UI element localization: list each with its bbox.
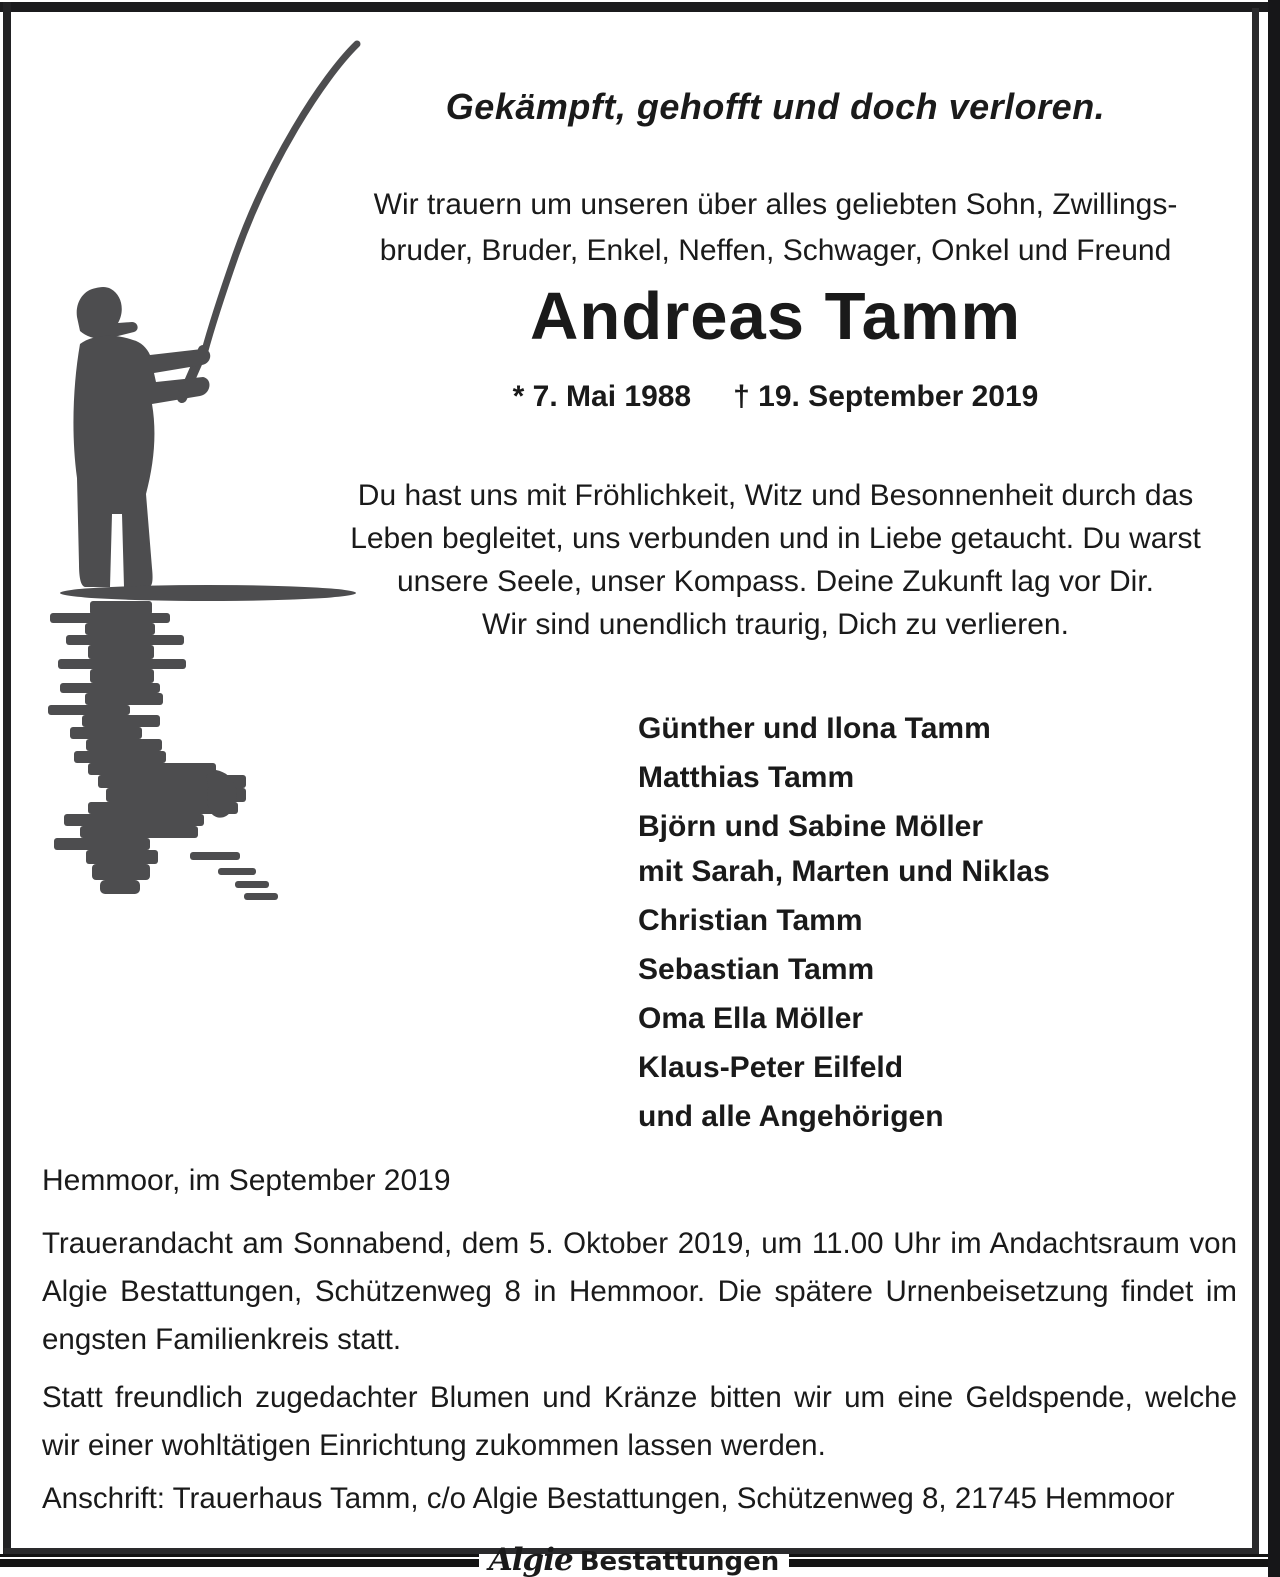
service-info: Trauerandacht am Sonnabend, dem 5. Oktober 2019, um 11.00 Uhr im Andachtsraum von Algie Bestattungen, Schützenweg 8 in Hemmoor. Die spätere Urnenbeisetzung findet im engsten Familienkreis statt.: [42, 1227, 1237, 1356]
mourner-name: Günther und Ilona Tamm: [638, 712, 991, 745]
mourner-entry: [638, 947, 1050, 992]
intro-text: [308, 182, 1243, 274]
frame-top-border: [0, 2, 1280, 12]
mourner-name: Björn und Sabine Möller: [638, 810, 984, 843]
fisherman-silhouette-icon: [30, 32, 375, 912]
frame-right-border: [1252, 8, 1259, 1555]
memorial-line-4: Wir sind unendlich traurig, Dich zu verlieren.: [482, 608, 1069, 641]
mourner-name: Oma Ella Möller: [638, 1002, 864, 1035]
frame-left-border: [3, 2, 11, 1561]
mourner-name: und alle Angehörigen: [638, 1100, 944, 1133]
memorial-line-3: unsere Seele, unser Kompass. Deine Zukunft lag vor Dir.: [396, 565, 1155, 598]
funeral-home-name-script: Algie: [488, 1542, 573, 1577]
funeral-home-name: [479, 1542, 790, 1577]
mourner-entry: [638, 1094, 1050, 1139]
mourner-name: Klaus-Peter Eilfeld: [638, 1051, 904, 1084]
intro-line-2: bruder, Bruder, Enkel, Neffen, Schwager, Onkel und Freund: [379, 234, 1172, 267]
mourner-name-secondary: mit Sarah, Marten und Niklas: [638, 855, 1050, 888]
life-dates: [308, 380, 1243, 414]
opening-quote: Gekämpft, gehofft und doch verloren.: [445, 86, 1106, 127]
death-date: † 19. September 2019: [733, 380, 1039, 413]
intro-line-1: Wir trauern um unseren über alles geliebten Sohn, Zwillings-: [373, 188, 1178, 221]
memorial-text: [308, 474, 1243, 646]
deceased-name: Andreas Tamm: [529, 279, 1022, 354]
birth-date: * 7. Mai 1988: [512, 380, 692, 413]
logo-rule-right: [789, 1554, 1268, 1567]
mourner-name: Christian Tamm: [638, 904, 863, 937]
mailing-address: Anschrift: Trauerhaus Tamm, c/o Algie Bestattungen, Schützenweg 8, 21745 Hemmoor: [42, 1482, 1175, 1515]
mourner-entry: [638, 804, 1050, 894]
logo-rule-left: [0, 1554, 479, 1567]
memorial-line-2: Leben begleitet, uns verbunden und in Liebe getaucht. Du warst: [350, 522, 1201, 555]
donation-info: Statt freundlich zugedachter Blumen und Kränze bitten wir um eine Geldspende, welche wir einer wohltätigen Einrichtung zukommen lassen werden.: [42, 1381, 1237, 1462]
mourners-list: [638, 706, 1050, 1143]
funeral-home-name-rest: Bestattungen: [579, 1547, 780, 1577]
scan-edge-right: [1268, 0, 1280, 1577]
mourner-entry: [638, 898, 1050, 943]
mourner-entry: [638, 706, 1050, 751]
mourner-name: Matthias Tamm: [638, 761, 855, 794]
memorial-line-1: Du hast uns mit Fröhlichkeit, Witz und Besonnenheit durch das: [357, 479, 1194, 512]
place-dateline: Hemmoor, im September 2019: [42, 1164, 451, 1197]
mourner-name: Sebastian Tamm: [638, 953, 875, 986]
mourner-entry: [638, 755, 1050, 800]
funeral-home-logo: [0, 1542, 1268, 1577]
mourner-entry: [638, 996, 1050, 1041]
mourner-entry: [638, 1045, 1050, 1090]
